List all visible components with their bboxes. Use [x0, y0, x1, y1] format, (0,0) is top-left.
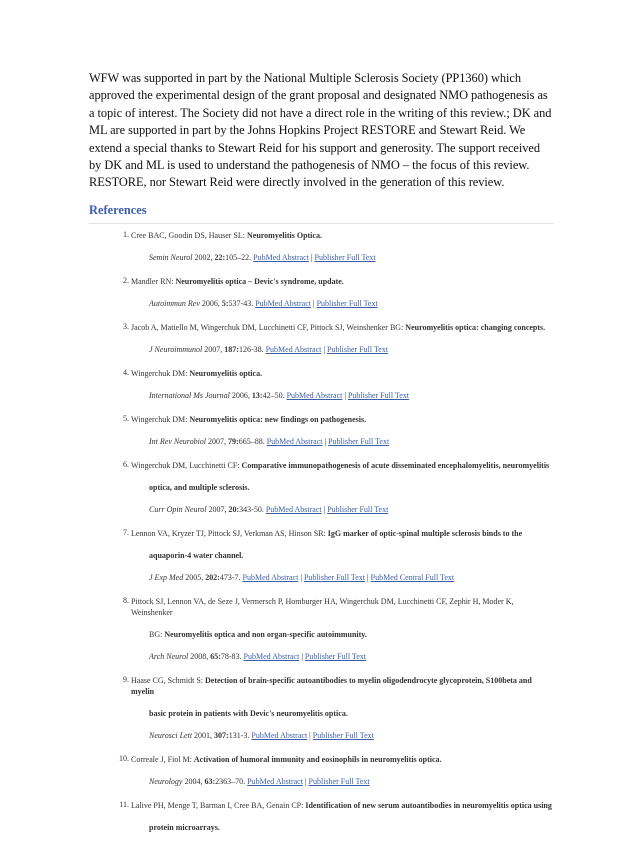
pubmed-abstract-link[interactable]: PubMed Abstract — [265, 504, 322, 514]
reference-year: 2007, — [208, 504, 229, 514]
link-separator: | — [307, 730, 313, 740]
reference-journal: J Exp Med — [149, 572, 186, 582]
link-separator: | — [365, 572, 371, 582]
reference-title: Neuromyelitis optica and non organ-specific autoimmunity. — [164, 629, 367, 639]
pubmed-central-full-text-link[interactable]: PubMed Central Full Text — [370, 572, 455, 582]
reference-citation — [131, 504, 554, 515]
reference-citation — [131, 390, 554, 401]
reference-citation — [131, 298, 554, 309]
publisher-full-text-link[interactable]: Publisher Full Text — [328, 436, 390, 446]
reference-year: 2008, — [190, 651, 211, 661]
reference-item — [89, 754, 554, 787]
reference-authors: Wingerchuk DM: — [131, 368, 190, 378]
section-divider — [89, 223, 554, 224]
publisher-full-text-link[interactable]: Publisher Full Text — [347, 390, 410, 400]
link-separator: | — [299, 651, 305, 661]
publisher-full-text-link[interactable]: Publisher Full Text — [316, 298, 378, 308]
link-separator: | — [342, 390, 348, 400]
reference-title: Activation of humoral immunity and eosinophils in neuromyelitis optica. — [193, 754, 442, 764]
reference-authors: Cree BAC, Goodin DS, Hauser SL: — [131, 230, 247, 240]
reference-item — [89, 675, 554, 741]
reference-item — [89, 528, 554, 583]
reference-journal: Arch Neurol — [149, 651, 191, 661]
publisher-full-text-link[interactable]: Publisher Full Text — [312, 730, 374, 740]
reference-title: Comparative immunopathogenesis of acute disseminated encephalomyelitis, neuromyelitis — [241, 460, 550, 470]
reference-pages: 665–88. — [238, 436, 267, 446]
reference-continuation — [131, 629, 554, 640]
reference-title-cont: protein microarrays. — [149, 822, 220, 832]
reference-item — [89, 368, 554, 401]
document-page — [89, 70, 554, 846]
reference-number: 1. — [123, 229, 129, 239]
reference-item — [89, 800, 554, 833]
reference-citation — [131, 344, 554, 355]
reference-list — [89, 230, 554, 833]
reference-number: 3. — [123, 321, 129, 331]
reference-item — [89, 276, 554, 309]
reference-pages: 343-50. — [239, 504, 266, 514]
pubmed-abstract-link[interactable]: PubMed Abstract — [266, 436, 323, 446]
reference-pages: 473-7. — [219, 572, 243, 582]
reference-item — [89, 322, 554, 355]
reference-item — [89, 460, 554, 515]
pubmed-abstract-link[interactable]: PubMed Abstract — [265, 344, 322, 354]
reference-title: Neuromyelitis optica – Devic's syndrome, update. — [175, 276, 344, 286]
reference-number: 7. — [123, 527, 129, 537]
pubmed-abstract-link[interactable]: PubMed Abstract — [286, 390, 343, 400]
reference-line — [131, 754, 554, 765]
reference-year: 2007, — [204, 344, 225, 354]
reference-number: 4. — [123, 367, 129, 377]
reference-title: Neuromyelitis optica. — [189, 368, 263, 378]
reference-title: Neuromyelitis optica: changing concepts. — [405, 322, 546, 332]
link-separator: | — [321, 504, 328, 514]
reference-pages: 537-43. — [228, 298, 256, 308]
reference-number: 2. — [123, 275, 129, 285]
publisher-full-text-link[interactable]: Publisher Full Text — [304, 651, 366, 661]
reference-volume: 63: — [204, 776, 216, 786]
reference-title: Neuromyelitis optica: new findings on pathogenesis. — [189, 414, 367, 424]
reference-journal: Semin Neurol — [149, 252, 195, 262]
reference-year: 2002, — [194, 252, 215, 262]
reference-year: 2005, — [185, 572, 206, 582]
reference-volume: 65: — [210, 651, 221, 661]
reference-line — [131, 460, 554, 471]
reference-authors: Haase CG, Schmidt S: — [131, 675, 205, 685]
reference-authors: Lalive PH, Menge T, Barman I, Cree BA, Genain CP: — [131, 800, 306, 810]
reference-authors: Pittock SJ, Lennon VA, de Seze J, Vermersch P, Homburger HA, Wingerchuk DM, Lucchinetti CF, Zephir H, Moder K, Weinshenker — [131, 596, 514, 617]
reference-pages: 126-38. — [238, 344, 266, 354]
reference-citation — [131, 730, 554, 741]
reference-pages: 78-83. — [220, 651, 244, 661]
link-separator: | — [302, 776, 309, 786]
reference-number: 9. — [123, 674, 129, 684]
reference-citation — [131, 776, 554, 787]
reference-volume: 202: — [205, 572, 220, 582]
reference-citation — [131, 252, 554, 263]
link-separator: | — [321, 344, 327, 354]
publisher-full-text-link[interactable]: Publisher Full Text — [308, 776, 370, 786]
pubmed-abstract-link[interactable]: PubMed Abstract — [251, 730, 308, 740]
pubmed-abstract-link[interactable]: PubMed Abstract — [247, 776, 303, 786]
reference-number: 8. — [123, 595, 129, 605]
reference-journal: Int Rev Neurobiol — [149, 436, 209, 446]
reference-title: Identification of new serum autoantibodies in neuromyelitis optica using — [305, 800, 552, 810]
publisher-full-text-link[interactable]: Publisher Full Text — [314, 252, 376, 262]
reference-volume: 13: — [251, 390, 263, 400]
reference-pages: 2363–70. — [215, 776, 248, 786]
reference-title: Detection of brain-specific autoantibodies to myelin oligodendrocyte glycoprotein, S100beta and myelin — [131, 675, 532, 696]
link-separator: | — [298, 572, 304, 582]
reference-number: 11. — [119, 799, 129, 809]
publisher-full-text-link[interactable]: Publisher Full Text — [327, 504, 389, 514]
pubmed-abstract-link[interactable]: PubMed Abstract — [243, 651, 300, 661]
publisher-full-text-link[interactable]: Publisher Full Text — [303, 572, 366, 582]
reference-year: 2001, — [194, 730, 215, 740]
pubmed-abstract-link[interactable]: PubMed Abstract — [255, 298, 311, 308]
reference-line — [131, 800, 554, 811]
reference-journal: Neurosci Lett — [149, 730, 195, 740]
reference-journal: Autoimmun Rev — [149, 298, 202, 308]
reference-journal: International Ms Journal — [149, 390, 232, 400]
reference-year: 2007, — [208, 436, 229, 446]
reference-line — [131, 368, 554, 379]
reference-journal: Neurology — [149, 776, 185, 786]
reference-citation — [131, 436, 554, 447]
reference-number: 6. — [123, 459, 129, 469]
reference-authors: Wingerchuk DM: — [131, 414, 190, 424]
reference-item — [89, 414, 554, 447]
reference-line — [131, 414, 554, 425]
pubmed-abstract-link[interactable]: PubMed Abstract — [242, 572, 299, 582]
reference-volume: 20: — [228, 504, 240, 514]
reference-volume: 22: — [214, 252, 226, 262]
reference-authors: Jacob A, Matiello M, Wingerchuk DM, Lucchinetti CF, Pittock SJ, Weinshenker BG: — [131, 322, 406, 332]
references-heading: References — [89, 202, 147, 217]
link-separator: | — [308, 252, 315, 262]
pubmed-abstract-link[interactable]: PubMed Abstract — [253, 252, 309, 262]
reference-volume: 307: — [214, 730, 229, 740]
acknowledgement-paragraph: WFW was supported in part by the National Multiple Sclerosis Society (PP1360) which approved the experimental design of the grant proposal and designated NMO pathogenesis as a topic of interest. The Society did not have a direct role in the writing of this review.; DK and ML are supported in part by the Johns Hopkins Project RESTORE and Stewart Reid. We extend a special thanks to Stewart Reid for his support and generosity. The support received by DK and ML is used to understand the pathogenesis of NMO – the focus of this review. RESTORE, nor Stewart Reid were directly involved in the generation of this review. — [89, 71, 552, 190]
reference-line — [131, 528, 554, 539]
reference-authors-cont: BG: — [149, 629, 165, 639]
reference-journal: Curr Opin Neurol — [149, 504, 209, 514]
reference-authors: Correale J, Fiol M: — [131, 754, 194, 764]
publisher-full-text-link[interactable]: Publisher Full Text — [327, 344, 389, 354]
reference-line — [131, 596, 554, 618]
reference-year: 2004, — [184, 776, 205, 786]
reference-title-cont: optica, and multiple sclerosis. — [149, 482, 250, 492]
reference-authors: Wingerchuk DM, Lucchinetti CF: — [131, 460, 242, 470]
reference-volume: 79: — [228, 436, 239, 446]
reference-title-cont: basic protein in patients with Devic's neuromyelitis optica. — [149, 708, 348, 718]
reference-journal: J Neuroimmunol — [149, 344, 205, 354]
reference-title: IgG marker of optic-spinal multiple sclerosis binds to the — [327, 528, 523, 538]
reference-volume: 5: — [221, 298, 229, 308]
reference-line — [131, 322, 554, 333]
reference-item — [89, 230, 554, 263]
reference-year: 2006, — [201, 298, 222, 308]
reference-citation — [131, 651, 554, 662]
reference-citation — [131, 572, 554, 583]
reference-pages: 105–22. — [225, 252, 254, 262]
reference-line — [131, 675, 554, 697]
reference-pages: 131-3. — [228, 730, 252, 740]
reference-volume: 187: — [224, 344, 239, 354]
reference-number: 5. — [123, 413, 129, 423]
reference-line — [131, 230, 554, 241]
reference-authors: Mandler RN: — [131, 276, 176, 286]
reference-item — [89, 596, 554, 662]
reference-year: 2006, — [231, 390, 252, 400]
link-separator: | — [311, 298, 317, 308]
reference-number: 10. — [119, 753, 129, 763]
link-separator: | — [322, 436, 329, 446]
reference-title: Neuromyelitis Optica. — [247, 230, 322, 240]
reference-pages: 42–50. — [262, 390, 287, 400]
reference-title-cont: aquaporin-4 water channel. — [149, 550, 244, 560]
reference-authors: Lennon VA, Kryzer TJ, Pittock SJ, Verkman AS, Hinson SR: — [131, 528, 328, 538]
reference-line — [131, 276, 554, 287]
